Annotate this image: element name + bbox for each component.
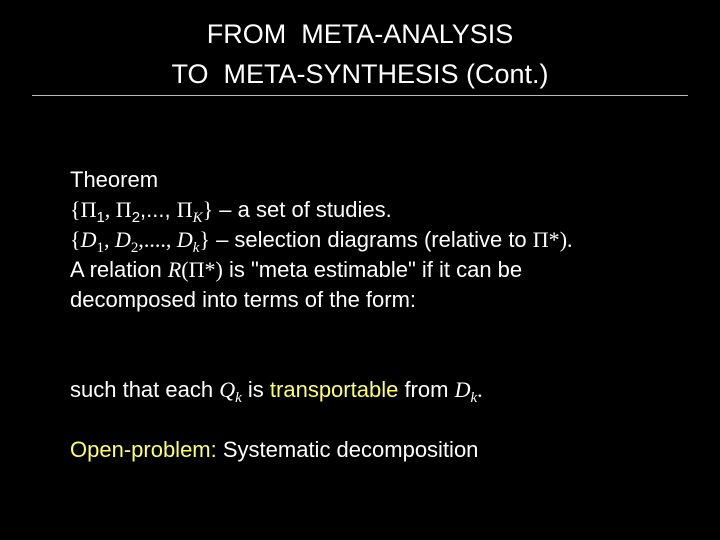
transportable-highlight: transportable: [269, 377, 399, 402]
diagrams-text: – selection diagrams (relative to: [209, 227, 533, 252]
studies-line: [70, 196, 392, 227]
D-symbol: D: [176, 227, 193, 252]
decomposed-line: decomposed into terms of the form:: [70, 287, 417, 312]
transportable-from: from: [398, 377, 455, 402]
relation-line: [70, 256, 522, 284]
subscript-2: 2: [130, 240, 139, 256]
brace-close: }: [202, 197, 214, 222]
brace-close: }: [199, 227, 210, 252]
brace-open: {: [70, 197, 81, 222]
pi-star-symbol: Π*: [188, 257, 216, 282]
subscript-2: 2: [131, 209, 141, 226]
pi-symbol: Π: [176, 197, 193, 222]
diagrams-line: [70, 226, 573, 257]
relation-text: is "meta estimable" if it can be: [222, 257, 523, 282]
D-symbol: D: [454, 377, 471, 402]
slide-title-line2: TO META-SYNTHESIS (Cont.): [171, 59, 549, 89]
ellipsis: ,...,: [140, 197, 177, 222]
theorem-heading: Theorem: [70, 167, 159, 192]
period: .: [477, 377, 483, 402]
pi-star-symbol: Π*: [532, 227, 560, 252]
transportable-line: [70, 376, 483, 407]
subscript-k: k: [192, 240, 200, 256]
subscript-K: K: [192, 210, 203, 226]
transportable-mid: is: [241, 377, 270, 402]
subscript-k: k: [470, 390, 478, 406]
pi-symbol: Π: [115, 197, 132, 222]
pi-symbol: Π: [80, 197, 97, 222]
R-symbol: R: [167, 257, 182, 282]
slide-title-line1: FROM META-ANALYSIS: [206, 19, 514, 49]
D-symbol: D: [114, 227, 131, 252]
diagrams-end: ).: [559, 227, 573, 252]
open-problem-label: Open-problem:: [70, 437, 217, 462]
relation-prefix: A relation: [70, 257, 168, 282]
Q-symbol: Q: [219, 377, 236, 402]
ellipsis: ,....,: [138, 227, 177, 252]
subscript-k: k: [235, 390, 242, 406]
comma: ,: [103, 227, 115, 252]
comma: ,: [104, 197, 116, 222]
studies-text: – a set of studies.: [213, 197, 392, 222]
brace-open: {: [70, 227, 81, 252]
paren-open: (: [181, 257, 189, 282]
D-symbol: D: [80, 227, 97, 252]
title-divider: [32, 95, 688, 96]
open-problem-line: [70, 436, 478, 464]
subscript-1: 1: [96, 240, 104, 256]
subscript-1: 1: [96, 209, 105, 226]
transportable-prefix: such that each: [70, 377, 220, 402]
open-problem-text: Systematic decomposition: [216, 437, 479, 462]
paren-close: ): [215, 257, 223, 282]
